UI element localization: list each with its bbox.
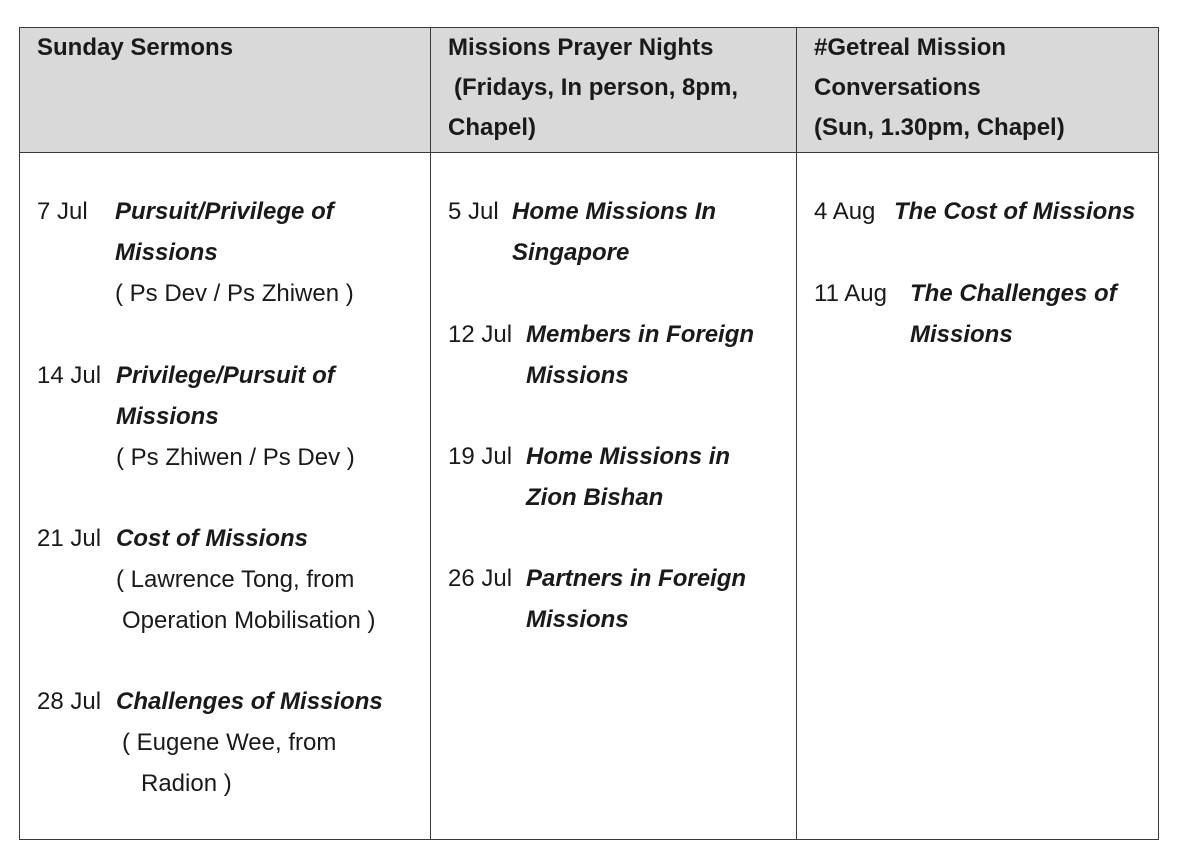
entry-title: Challenges of Missions (116, 688, 383, 715)
header-sunday-sermons (20, 28, 431, 153)
header-line: Sunday Sermons (37, 34, 234, 61)
content-row (20, 153, 1159, 840)
header-line: Chapel) (448, 114, 537, 141)
header-row (20, 28, 1159, 153)
header-line: (Fridays, In person, 8pm, (454, 74, 739, 101)
conversations-cell (797, 153, 1159, 840)
entry-title: The Challenges of (910, 280, 1117, 307)
entry-title: Cost of Missions (116, 525, 309, 552)
entry-title: Zion Bishan (526, 484, 664, 511)
entry-date: 19 Jul (448, 443, 513, 470)
entry-title: Missions (910, 321, 1013, 348)
entry-date: 14 Jul (37, 362, 102, 389)
sermon-entry (37, 681, 426, 804)
header-line: Missions Prayer Nights (448, 34, 714, 61)
entry-date: 7 Jul (37, 198, 88, 225)
prayer-night-entry (448, 436, 792, 518)
entry-title: Partners in Foreign (526, 565, 747, 592)
entry-speaker: Operation Mobilisation ) (122, 607, 376, 634)
prayer-nights-cell (431, 153, 797, 840)
header-getreal-conversations (797, 28, 1159, 153)
entry-title: Missions (526, 606, 629, 633)
entry-speaker: ( Ps Zhiwen / Ps Dev ) (116, 444, 355, 471)
sermons-cell (20, 153, 431, 840)
entry-date: 21 Jul (37, 525, 102, 552)
sermon-entry (37, 355, 426, 478)
entry-speaker: ( Ps Dev / Ps Zhiwen ) (115, 280, 354, 307)
entry-title: Missions (526, 362, 629, 389)
entry-date: 28 Jul (37, 688, 102, 715)
header-missions-prayer-nights (431, 28, 797, 153)
conversation-entry (814, 191, 1154, 232)
conversation-entry (814, 273, 1154, 355)
entry-date: 12 Jul (448, 321, 513, 348)
prayer-night-entry (448, 314, 792, 396)
entry-title: Missions (116, 403, 219, 430)
entry-speaker: Radion ) (141, 770, 232, 797)
header-line: Conversations (814, 74, 981, 101)
entry-title: Privilege/Pursuit of (116, 362, 335, 389)
header-line: #Getreal Mission (814, 34, 1007, 61)
entry-date: 4 Aug (814, 198, 876, 225)
sermon-entry (37, 191, 426, 314)
entry-date: 26 Jul (448, 565, 513, 592)
prayer-night-entry (448, 191, 792, 273)
entry-speaker: ( Lawrence Tong, from (116, 566, 355, 593)
prayer-night-entry (448, 558, 792, 640)
sermon-entry (37, 518, 426, 641)
entry-title: The Cost of Missions (894, 198, 1136, 225)
entry-speaker: ( Eugene Wee, from (122, 729, 337, 756)
entry-title: Pursuit/Privilege of (115, 198, 334, 225)
entry-date: 11 Aug (814, 280, 887, 307)
entry-title: Members in Foreign (526, 321, 755, 348)
entry-title: Missions (115, 239, 218, 266)
entry-title: Home Missions in (526, 443, 731, 470)
entry-title: Singapore (512, 239, 630, 266)
entry-date: 5 Jul (448, 198, 499, 225)
missions-schedule-table (19, 27, 1159, 840)
entry-title: Home Missions In (512, 198, 717, 225)
header-line: (Sun, 1.30pm, Chapel) (814, 114, 1065, 141)
